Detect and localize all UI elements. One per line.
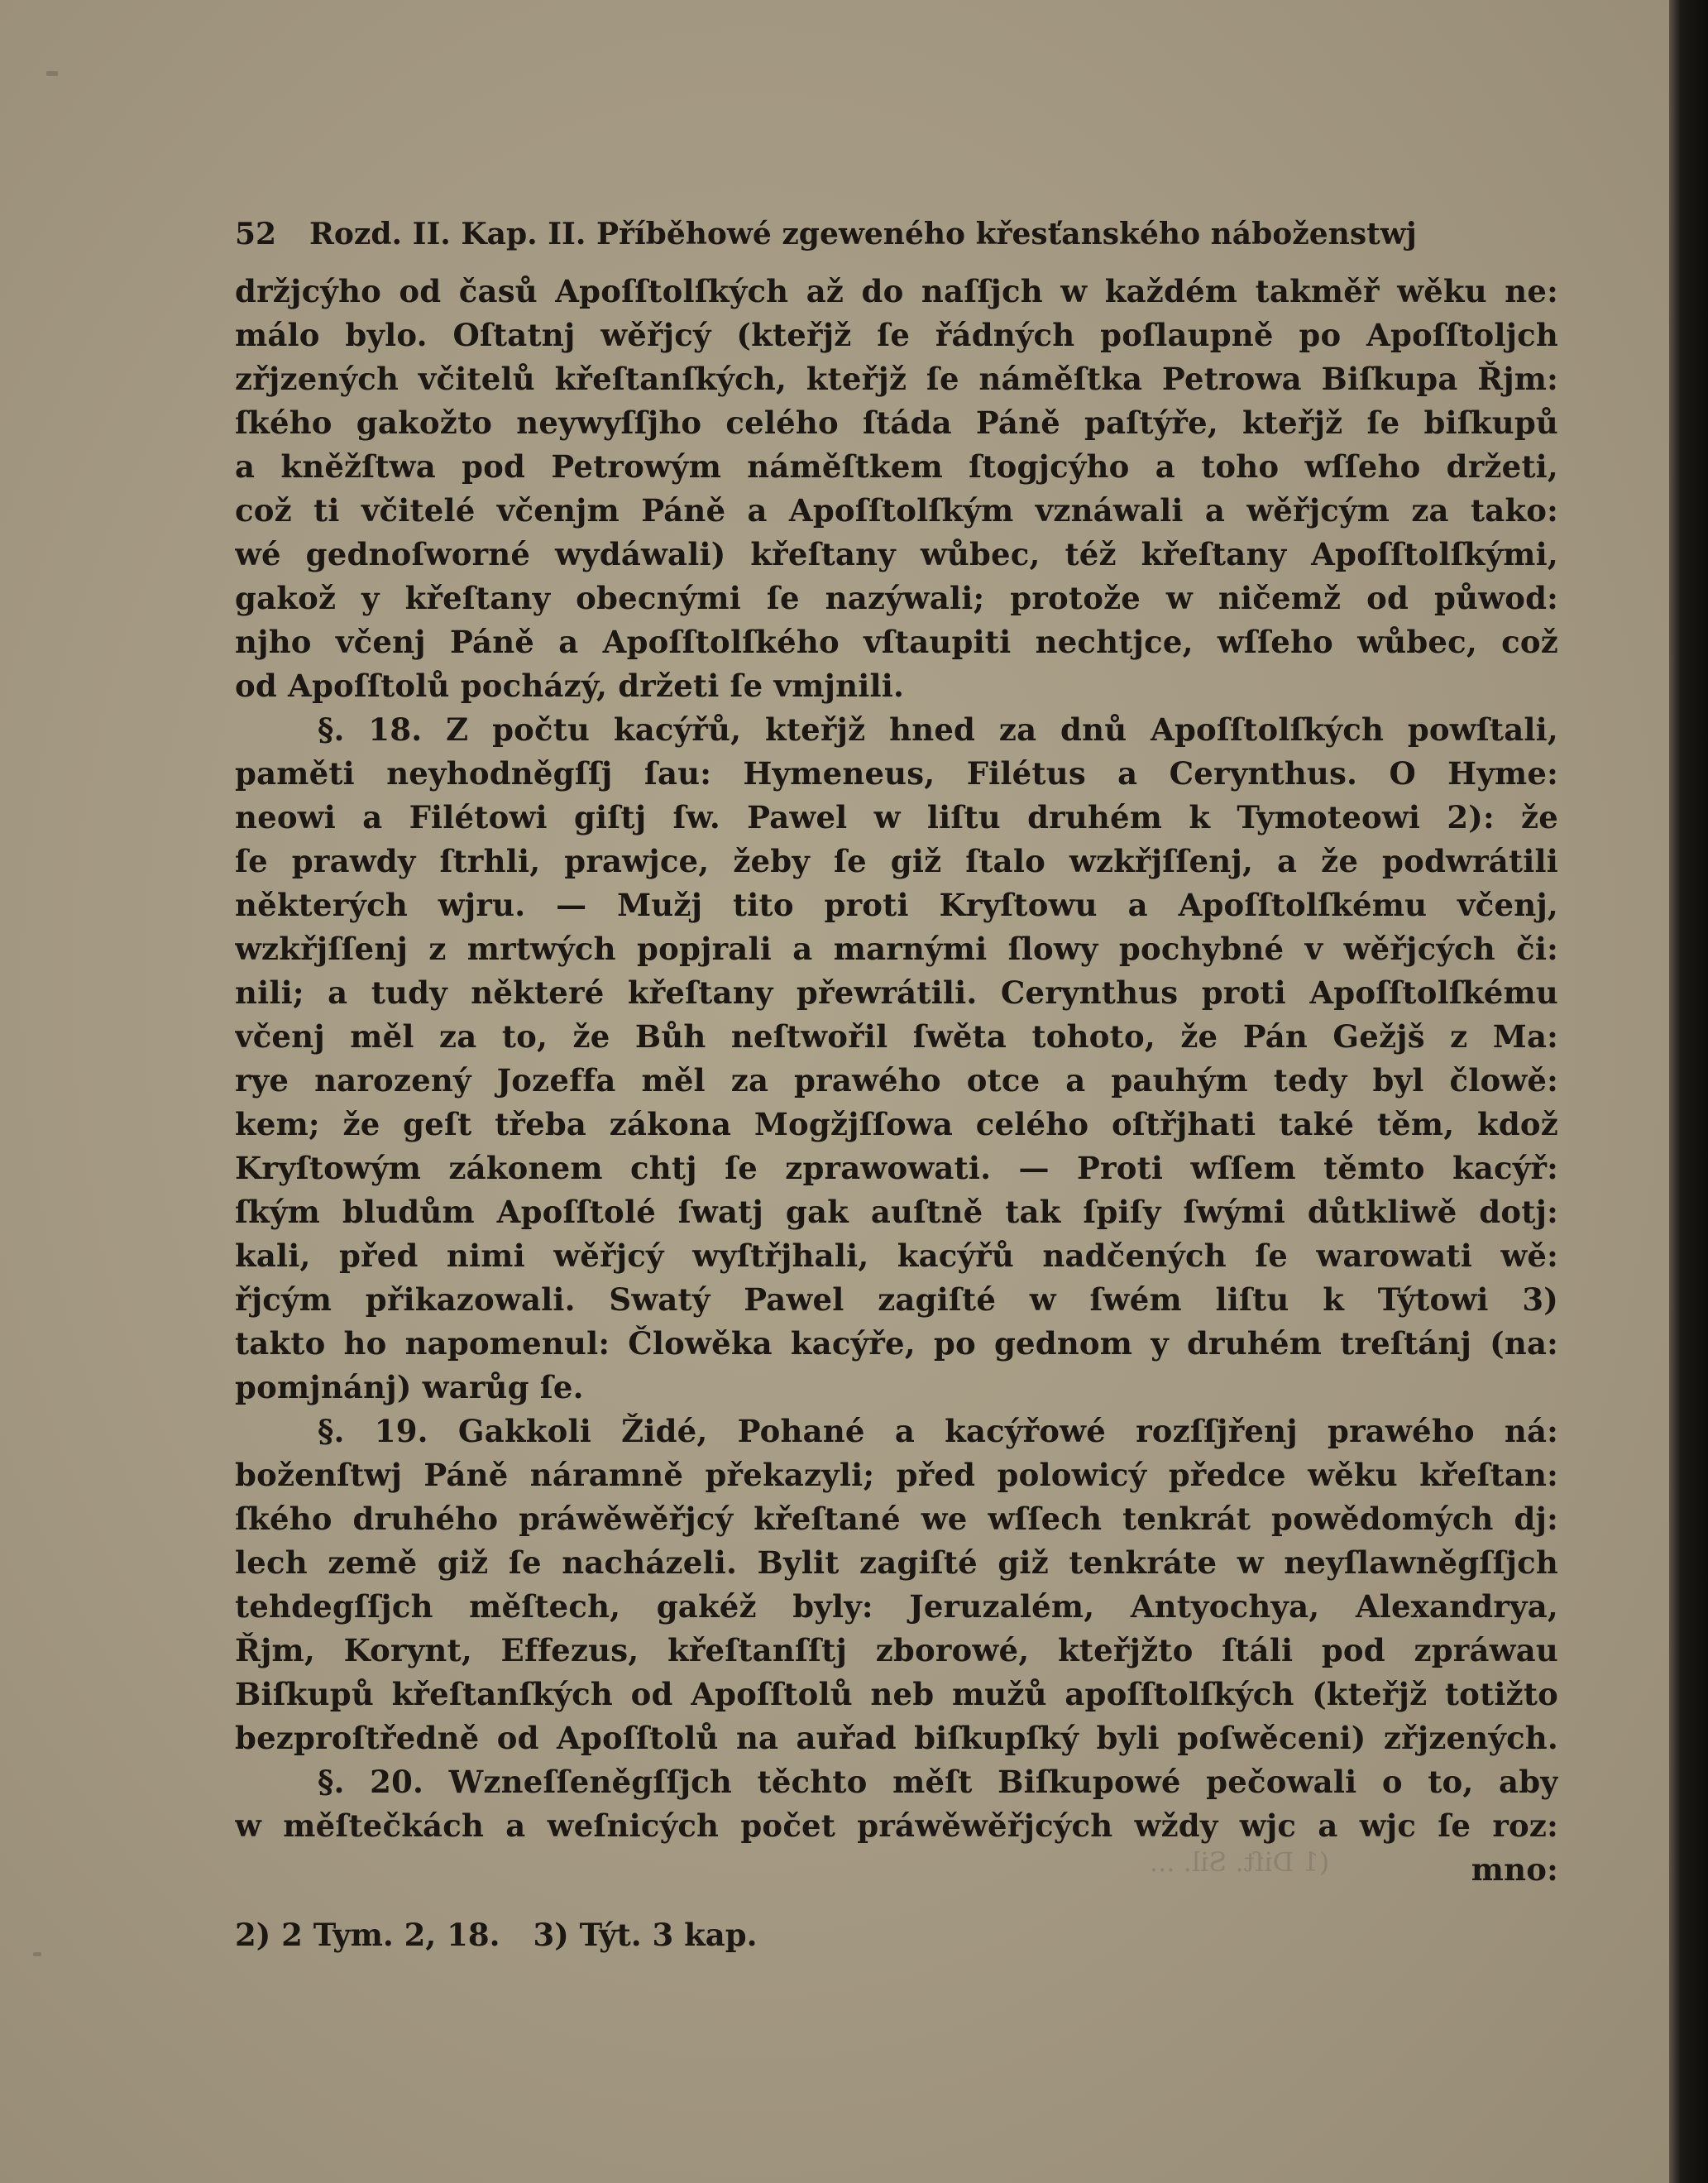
text-line: neowi a Filétowi giſtj ſw. Pawel w liſtu druhém k Tymoteowi 2): že [235, 799, 1558, 835]
text-line: tehdegſſjch měſtech, gakéž byly: Jeruzalém, Antyochya, Alexandrya, [235, 1588, 1558, 1625]
text-line: gakož y křeſtany obecnými ſe nazýwali; protože w ničemž od půwod: [235, 580, 1558, 616]
text-line: včenj měl za to, že Bůh neſtwořil ſwěta tohoto, že Pán Gežjš z Ma: [235, 1018, 1558, 1055]
bleed-through-text: (1 Diſt. Sil. ... [1150, 1846, 1330, 1878]
text-line: takto ho napomenul: Člowěka kacýře, po gednom y druhém treſtánj (na: [235, 1325, 1558, 1362]
text-line: wé gednoſworné wydáwali) křeſtany wůbec, též křeſtany Apoſſtolſkými, [235, 536, 1558, 572]
text-line: lech země giž ſe nacházeli. Bylit zagiſté giž tenkráte w neyſlawněgſſjch [235, 1544, 1558, 1581]
paragraph-19-start: §. 19. Gakkoli Židé, Pohané a kacýřowé rozſſjřenj prawého ná: [318, 1413, 1558, 1449]
text-line: njho včenj Páně a Apoſſtolſkého vſtaupiti nechtjce, wſſeho wůbec, což [235, 624, 1558, 660]
text-line: rye narozený Jozeffa měl za prawého otce a pauhým tedy byl člowě: [235, 1062, 1558, 1099]
page-number: 52 [235, 217, 277, 251]
text-line: Biſkupů křeſtanſkých od Apoſſtolů neb mužů apoſſtolſkých (kteřjž totižto [235, 1676, 1558, 1712]
text-line: řjcým přikazowali. Swatý Pawel zagiſté w ſwém liſtu k Týtowi 3) [235, 1281, 1558, 1318]
text-line: pomjnánj) warůg ſe. [235, 1369, 584, 1405]
book-spine [1669, 0, 1708, 2183]
text-line: málo bylo. Oſtatnj wěřjcý (kteřjž ſe řádných poſlaupně po Apoſſtoljch [235, 317, 1558, 353]
text-line: Řjm, Korynt, Effezus, křeſtanſſtj zborowé, kteřjžto ſtáli pod zpráwau [235, 1632, 1558, 1668]
paper-speck [33, 1952, 41, 1956]
text-line: w měſtečkách a weſnicých počet práwěwěřjcých wždy wjc a wjc ſe roz: [235, 1807, 1558, 1844]
text-line: kali, před nimi wěřjcý wyſtřjhali, kacýřů nadčených ſe warowati wě: [235, 1238, 1558, 1274]
text-line: což ti včitelé včenjm Páně a Apoſſtolſkým vznáwali a wěřjcým za tako: [235, 492, 1558, 529]
running-title: Rozd. II. Kap. II. Příběhowé zgeweného křesťanského náboženstwj [309, 217, 1417, 251]
text-line: wzkřjſſenj z mrtwých popjrali a marnými ſlowy pochybné v wěřjcých či: [235, 931, 1558, 967]
text-line: a kněžſtwa pod Petrowým náměſtkem ſtogjcýho a toho wſſeho držeti, [235, 448, 1558, 485]
text-line: ſkého druhého práwěwěřjcý křeſtané we wſſech tenkrát powědomých dj: [235, 1501, 1558, 1537]
text-line: některých wjru. — Mužj tito proti Kryſtowu a Apoſſtolſkému včenj, [235, 887, 1558, 923]
catchword: mno: [1471, 1851, 1558, 1888]
text-line: ſe prawdy ſtrhli, prawjce, žeby ſe giž ſtalo wzkřjſſenj, a že podwrátili [235, 843, 1558, 879]
text-line: boženſtwj Páně náramně překazyli; před polowicý předce wěku křeſtan: [235, 1457, 1558, 1493]
text-line: ſkého gakožto neywyſſjho celého ſtáda Páně paſtýře, kteřjž ſe biſkupů [235, 405, 1558, 441]
running-header [235, 217, 1558, 251]
footnote-3: 3) Týt. 3 kap. [533, 1917, 758, 1953]
text-line: držjcýho od časů Apoſſtolſkých až do naſſjch w každém takměř wěku ne: [235, 273, 1558, 309]
paragraph-20-start: §. 20. Wzneſſeněgſſjch těchto měſt Biſkupowé pečowali o to, aby [318, 1764, 1558, 1800]
text-line: kem; že geſt třeba zákona Mogžjſſowa celého oſtřjhati také těm, kdož [235, 1106, 1558, 1142]
text-line: ſkým bludům Apoſſtolé ſwatj gak auſtně tak ſpiſy ſwými důtkliwě dotj: [235, 1194, 1558, 1230]
text-line: nili; a tudy některé křeſtany přewrátili. Cerynthus proti Apoſſtolſkému [235, 974, 1558, 1011]
text-block [235, 217, 1558, 1957]
text-line: zřjzených včitelů křeſtanſkých, kteřjž ſe náměſtka Petrowa Biſkupa Řjm: [235, 361, 1558, 397]
text-line: Kryſtowým zákonem chtj ſe zprawowati. — Proti wſſem těmto kacýř: [235, 1150, 1558, 1186]
footnote-2: 2) 2 Tym. 2, 18. [235, 1917, 500, 1953]
footnotes [235, 1913, 1558, 1957]
text-line: paměti neyhodněgſſj ſau: Hymeneus, Filétus a Cerynthus. O Hyme: [235, 755, 1558, 792]
paragraph-18-start: §. 18. Z počtu kacýřů, kteřjž hned za dnů Apoſſtolſkých powſtali, [318, 711, 1558, 748]
text-line: bezproſtředně od Apoſſtolů na auřad biſkupſký byli poſwěceni) zřjzených. [235, 1720, 1558, 1756]
body-text [235, 270, 1558, 1892]
paper-speck [46, 71, 58, 76]
text-line: od Apoſſtolů pocházý, držeti ſe vmjnili. [235, 668, 905, 704]
